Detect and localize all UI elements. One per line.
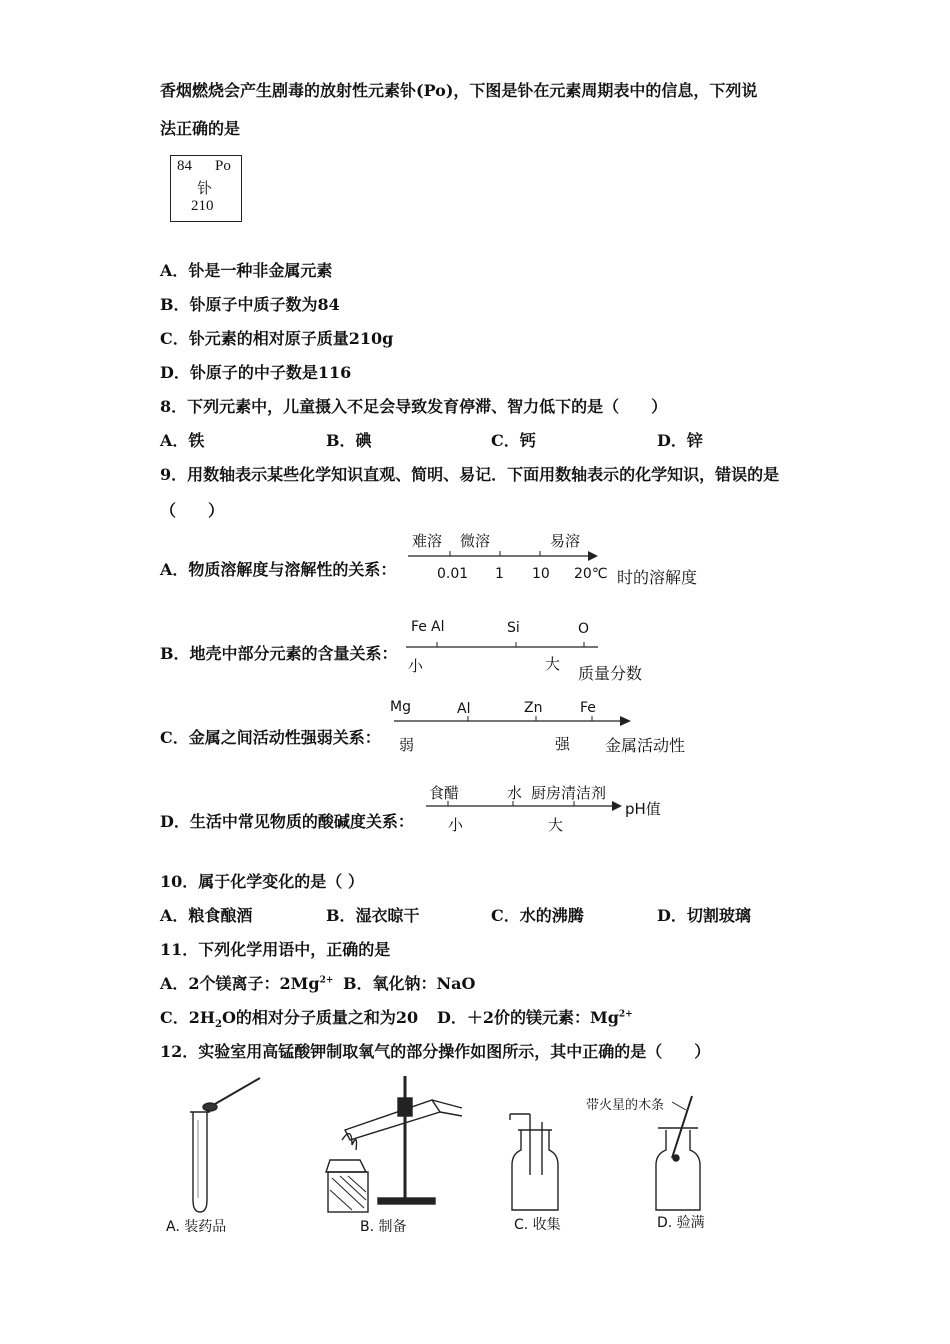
q11-option-b: B．氧化钠：NaO xyxy=(343,974,476,993)
q7-option-b: B．钋原子中质子数为84 xyxy=(160,295,340,314)
q9-d-top-2: 厨房清洁剂 xyxy=(531,784,607,802)
heating-apparatus-illustration xyxy=(326,1076,462,1212)
q9-c-axis-title: 金属活动性 xyxy=(605,736,686,755)
q9-b-top-3: O xyxy=(578,621,590,637)
q12-d-annotation: 带火星的木条 xyxy=(586,1098,665,1113)
q9-c-top-0: Mg xyxy=(390,699,411,715)
q9-a-axis-title: 时的溶解度 xyxy=(617,568,698,587)
q11-option-a-sup: 2+ xyxy=(319,975,334,986)
q9-b-bottom-1: 大 xyxy=(545,655,561,673)
q12-stem: 12．实验室用高锰酸钾制取氧气的部分操作如图所示，其中正确的是（ ） xyxy=(160,1042,711,1061)
q7-option-a: A．钋是一种非金属元素 xyxy=(160,261,333,280)
q9-d-top-1: 水 xyxy=(507,784,523,802)
q12-caption-a: A. 装药品 xyxy=(166,1219,227,1235)
q9-a-label: A．物质溶解度与溶解性的关系： xyxy=(160,560,397,579)
q11-stem: 11．下列化学用语中，正确的是 xyxy=(160,940,391,959)
q11-option-c-sub: 2 xyxy=(215,1019,222,1031)
q9-d-axis-title: pH值 xyxy=(625,800,661,818)
q8-option-a: A．铁 xyxy=(160,431,205,450)
q10-option-d: D．切割玻璃 xyxy=(657,906,751,925)
q11-option-c-pre: C．2H xyxy=(160,1008,215,1027)
q7-stem-line1: 香烟燃烧会产生剧毒的放射性元素钋(Po)，下图是钋在元素周期表中的信息，下列说 xyxy=(160,81,758,100)
q9-b-axis-title: 质量分数 xyxy=(578,664,643,683)
q9-d-bottom-1: 大 xyxy=(548,816,564,834)
q9-c-bottom-1: 强 xyxy=(555,735,571,753)
test-tube-spatula-illustration xyxy=(190,1078,260,1212)
q10-stem: 10．属于化学变化的是（ ） xyxy=(160,872,364,891)
q9-c-bottom-0: 弱 xyxy=(399,736,415,754)
q11-option-a-text: A．2个镁离子：2Mg xyxy=(160,974,320,993)
q9-stem-line1: 9．用数轴表示某些化学知识直观、简明、易记．下面用数轴表示的化学知识，错误的是 xyxy=(160,465,780,484)
q9-a-bottom-3: 20℃ xyxy=(574,566,608,582)
atomic-mass: 210 xyxy=(191,198,214,214)
q7-option-d: D．钋原子的中子数是116 xyxy=(160,363,352,382)
q7-stem-line2: 法正确的是 xyxy=(160,119,241,138)
q7-option-c: C．钋元素的相对原子质量210g xyxy=(160,329,394,348)
q8-option-b: B．碘 xyxy=(326,431,372,450)
gas-bottle-illustration xyxy=(510,1114,558,1210)
q11-option-d-text: D．＋2价的镁元素：Mg xyxy=(437,1008,619,1027)
q8-option-d: D．锌 xyxy=(657,431,703,450)
q10-option-a: A．粮食酿酒 xyxy=(160,906,253,925)
q8-stem: 8．下列元素中，儿童摄入不足会导致发育停滞、智力低下的是（ ） xyxy=(160,397,668,416)
element-name: 钋 xyxy=(197,181,213,197)
q11-option-d-sup: 2+ xyxy=(618,1009,633,1020)
q9-d-top-0: 食醋 xyxy=(429,784,460,802)
q10-option-c: C．水的沸腾 xyxy=(491,906,584,925)
element-symbol: Po xyxy=(215,158,231,174)
q9-b-label: B．地壳中部分元素的含量关系： xyxy=(160,644,398,663)
q11-option-c-post: O的相对分子质量之和为20 xyxy=(221,1008,419,1027)
q9-a-top-1: 微溶 xyxy=(460,532,491,550)
q12-caption-b: B. 制备 xyxy=(360,1219,407,1235)
q12-caption-c: C. 收集 xyxy=(514,1217,561,1233)
q9-b-top-0: Fe xyxy=(411,619,427,635)
q9-d-bottom-0: 小 xyxy=(448,816,464,834)
atomic-number: 84 xyxy=(177,158,192,174)
q9-stem-line2: （ ） xyxy=(160,501,225,520)
q9-a-top-0: 难溶 xyxy=(412,532,443,550)
q9-a-bottom-1: 1 xyxy=(495,566,504,582)
q8-option-c: C．钙 xyxy=(491,431,536,450)
q10-option-b: B．湿衣晾干 xyxy=(326,906,420,925)
q9-c-top-1: Al xyxy=(457,701,471,717)
q9-c-top-3: Fe xyxy=(580,700,596,716)
q9-b-top-2: Si xyxy=(507,620,520,636)
q9-a-bottom-2: 10 xyxy=(532,566,550,582)
q9-d-label: D．生活中常见物质的酸碱度关系： xyxy=(160,812,414,831)
splint-test-illustration xyxy=(656,1096,700,1210)
q9-c-top-2: Zn xyxy=(524,700,543,716)
q9-a-top-2: 易溶 xyxy=(550,532,581,550)
q9-c-label: C．金属之间活动性强弱关系： xyxy=(160,728,381,747)
q12-caption-d: D. 验满 xyxy=(657,1215,705,1231)
q9-b-top-1: Al xyxy=(431,619,445,635)
q9-a-bottom-0: 0.01 xyxy=(437,566,469,582)
q9-b-bottom-0: 小 xyxy=(408,657,424,675)
